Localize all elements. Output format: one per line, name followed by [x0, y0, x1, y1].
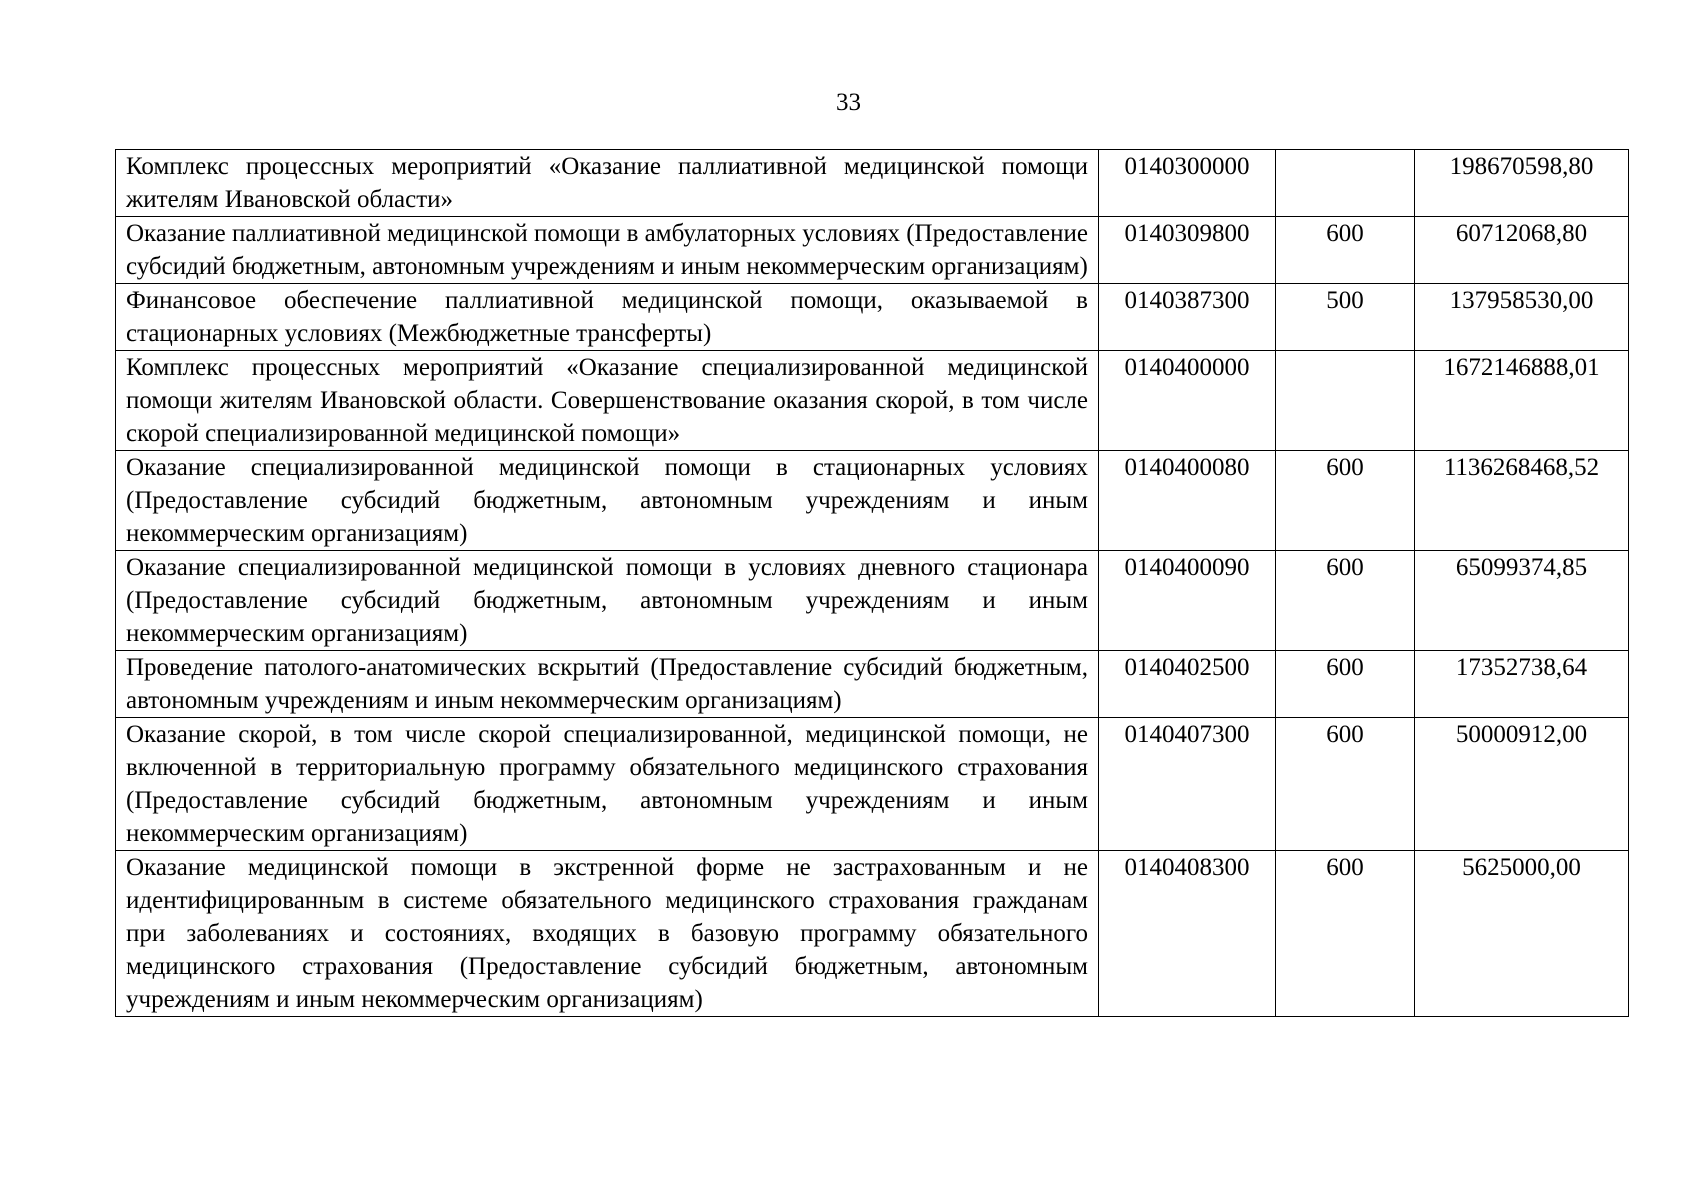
- table-row: [116, 551, 1629, 651]
- table-row: [116, 351, 1629, 451]
- row-code: 0140408300: [1099, 851, 1276, 1017]
- row-name: Финансовое обеспечение паллиативной медицинской помощи, оказываемой в стационарных условиях (Межбюджетные трансферты): [116, 284, 1099, 351]
- table-row: [116, 150, 1629, 217]
- row-name: Комплекс процессных мероприятий «Оказание паллиативной медицинской помощи жителям Ивановской области»: [116, 150, 1099, 217]
- table-row: [116, 217, 1629, 284]
- row-code: 0140402500: [1099, 651, 1276, 718]
- table-row: [116, 851, 1629, 1017]
- row-expense-type: [1276, 150, 1415, 217]
- row-code: 0140400080: [1099, 451, 1276, 551]
- row-expense-type: 600: [1276, 551, 1415, 651]
- row-expense-type: [1276, 351, 1415, 451]
- row-expense-type: 600: [1276, 718, 1415, 851]
- table-row: [116, 451, 1629, 551]
- row-amount: 17352738,64: [1415, 651, 1629, 718]
- row-code: 0140400000: [1099, 351, 1276, 451]
- row-amount: 137958530,00: [1415, 284, 1629, 351]
- row-name: Оказание паллиативной медицинской помощи в амбулаторных условиях (Предоставление субсидий бюджетным, автономным учреждениям и иным некоммерческим организациям): [116, 217, 1099, 284]
- row-amount: 50000912,00: [1415, 718, 1629, 851]
- row-name: Комплекс процессных мероприятий «Оказание специализированной медицинской помощи жителям Ивановской области. Совершенствование оказания скорой, в том числе скорой специализированной медицинской помощи»: [116, 351, 1099, 451]
- row-amount: 1136268468,52: [1415, 451, 1629, 551]
- row-expense-type: 600: [1276, 217, 1415, 284]
- table-row: [116, 718, 1629, 851]
- table-row: [116, 651, 1629, 718]
- row-name: Оказание скорой, в том числе скорой специализированной, медицинской помощи, не включенной в территориальную программу обязательного медицинского страхования (Предоставление субсидий бюджетным, автономным учреждениям и иным некоммерческим организациям): [116, 718, 1099, 851]
- row-name: Оказание специализированной медицинской помощи в стационарных условиях (Предоставление субсидий бюджетным, автономным учреждениям и иным некоммерческим организациям): [116, 451, 1099, 551]
- row-code: 0140387300: [1099, 284, 1276, 351]
- row-amount: 5625000,00: [1415, 851, 1629, 1017]
- row-code: 0140300000: [1099, 150, 1276, 217]
- row-expense-type: 600: [1276, 451, 1415, 551]
- row-expense-type: 600: [1276, 851, 1415, 1017]
- budget-table: [115, 149, 1629, 1017]
- row-amount: 198670598,80: [1415, 150, 1629, 217]
- page-number: 33: [836, 89, 861, 116]
- row-expense-type: 600: [1276, 651, 1415, 718]
- row-amount: 1672146888,01: [1415, 351, 1629, 451]
- table-row: [116, 284, 1629, 351]
- row-name: Оказание медицинской помощи в экстренной форме не застрахованным и не идентифицированным в системе обязательного медицинского страхования гражданам при заболеваниях и состояниях, входящих в базовую программу обязательного медицинского страхования (Предоставление субсидий бюджетным, автономным учреждениям и иным некоммерческим организациям): [116, 851, 1099, 1017]
- row-code: 0140407300: [1099, 718, 1276, 851]
- row-name: Проведение патолого-анатомических вскрытий (Предоставление субсидий бюджетным, автономным учреждениям и иным некоммерческим организациям): [116, 651, 1099, 718]
- row-amount: 65099374,85: [1415, 551, 1629, 651]
- row-expense-type: 500: [1276, 284, 1415, 351]
- row-code: 0140400090: [1099, 551, 1276, 651]
- row-name: Оказание специализированной медицинской помощи в условиях дневного стационара (Предоставление субсидий бюджетным, автономным учреждениям и иным некоммерческим организациям): [116, 551, 1099, 651]
- row-code: 0140309800: [1099, 217, 1276, 284]
- row-amount: 60712068,80: [1415, 217, 1629, 284]
